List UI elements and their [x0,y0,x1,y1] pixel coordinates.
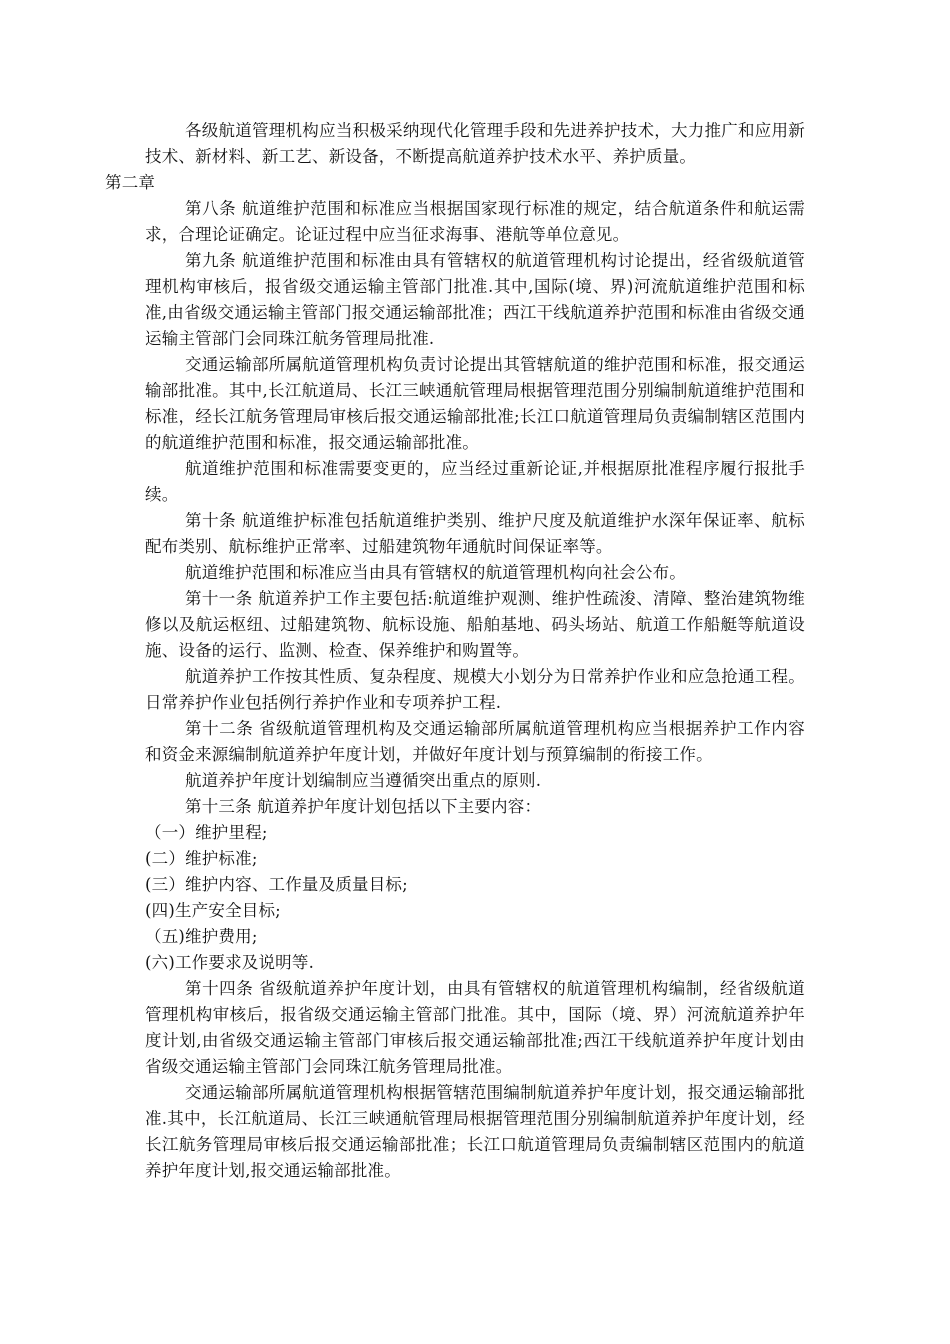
paragraph: 航道维护范围和标准需要变更的，应当经过重新论证,并根据原批准程序履行报批手续。 [145,459,805,504]
paragraph: 航道养护工作按其性质、复杂程度、规模大小划分为日常养护作业和应急抢通工程。日常养护作业包括例行养护作业和专项养护工程. [145,667,805,712]
list-item: (四)生产安全目标; [145,901,281,920]
list-item: (二）维护标准; [145,849,258,868]
list-item: (三）维护内容、工作量及质量目标; [145,875,408,894]
paragraph: 第九条 航道维护范围和标准由具有管辖权的航道管理机构讨论提出，经省级航道管理机构审核后，报省级交通运输主管部门批准.其中,国际(境、界)河流航道维护范围和标准,由省级交通运输主管部门报交通运输部批准；西江干线航道养护范围和标准由省级交通运输主管部门会同珠江航务管理局批准. [145,251,805,348]
paragraph: 交通运输部所属航道管理机构根据管辖范围编制航道养护年度计划，报交通运输部批准.其中，长江航道局、长江三峡通航管理局根据管理范围分别编制航道养护年度计划，经长江航务管理局审核后报交通运输部批准；长江口航道管理局负责编制辖区范围内的航道养护年度计划,报交通运输部批准。 [145,1083,805,1180]
paragraph: 各级航道管理机构应当积极采纳现代化管理手段和先进养护技术，大力推广和应用新技术、新材料、新工艺、新设备，不断提高航道养护技术水平、养护质量。 [145,121,805,166]
document-body [105,118,805,1184]
chapter-heading: 第二章 [105,173,156,192]
list-item: （一）维护里程; [145,823,268,842]
paragraph: 第十条 航道维护标准包括航道维护类别、维护尺度及航道维护水深年保证率、航标配布类别、航标维护正常率、过船建筑物年通航时间保证率等。 [145,511,805,556]
paragraph: 航道维护范围和标准应当由具有管辖权的航道管理机构向社会公布。 [185,563,686,582]
paragraph: 第十一条 航道养护工作主要包括:航道维护观测、维护性疏浚、清障、整治建筑物维修以及航运枢纽、过船建筑物、航标设施、船舶基地、码头场站、航道工作船艇等航道设施、设备的运行、监测、检查、保养维护和购置等。 [145,589,805,660]
paragraph: 交通运输部所属航道管理机构负责讨论提出其管辖航道的维护范围和标准，报交通运输部批准。其中,长江航道局、长江三峡通航管理局根据管理范围分别编制航道维护范围和标准，经长江航务管理局审核后报交通运输部批准;长江口航道管理局负责编制辖区范围内的航道维护范围和标准，报交通运输部批准。 [145,355,805,452]
paragraph: 第十三条 航道养护年度计划包括以下主要内容： [185,797,542,816]
list-item: (六)工作要求及说明等. [145,953,315,972]
paragraph: 第八条 航道维护范围和标准应当根据国家现行标准的规定，结合航道条件和航运需求，合理论证确定。论证过程中应当征求海事、港航等单位意见。 [145,199,805,244]
paragraph: 航道养护年度计划编制应当遵循突出重点的原则. [185,771,542,790]
list-item: （五)维护费用; [145,927,258,946]
paragraph: 第十二条 省级航道管理机构及交通运输部所属航道管理机构应当根据养护工作内容和资金来源编制航道养护年度计划，并做好年度计划与预算编制的衔接工作。 [145,719,805,764]
paragraph: 第十四条 省级航道养护年度计划，由具有管辖权的航道管理机构编制，经省级航道管理机构审核后，报省级交通运输主管部门批准。其中，国际（境、界）河流航道养护年度计划,由省级交通运输主管部门审核后报交通运输部批准;西江干线航道养护年度计划由省级交通运输主管部门会同珠江航务管理局批准。 [145,979,805,1076]
